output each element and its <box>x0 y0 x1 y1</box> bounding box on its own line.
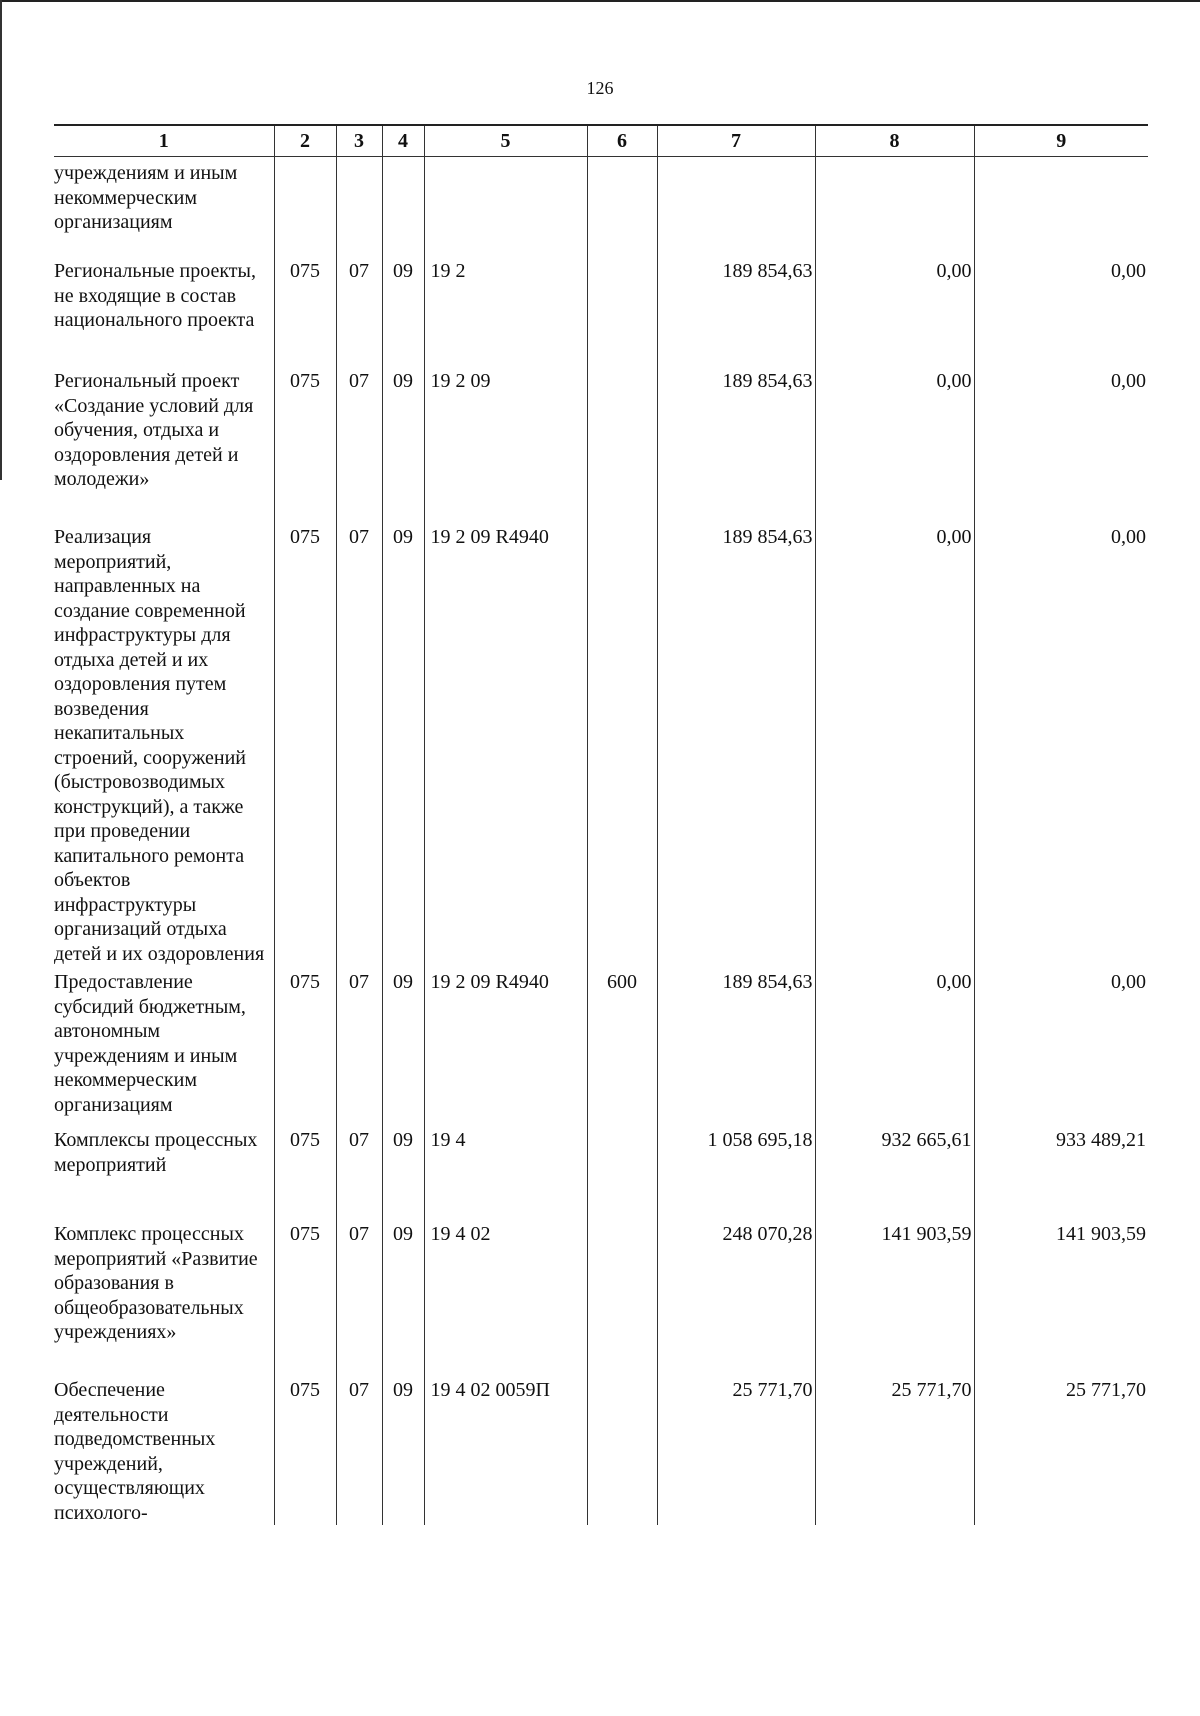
column-header-7: 7 <box>657 125 815 157</box>
amount-year-2 <box>815 157 974 256</box>
target-article-code: 19 4 02 0059П <box>424 1374 587 1525</box>
amount-year-2: 141 903,59 <box>815 1218 974 1374</box>
amount-year-1: 248 070,28 <box>657 1218 815 1374</box>
table-row <box>54 255 1148 365</box>
section-code: 07 <box>336 1218 382 1374</box>
section-code: 07 <box>336 1124 382 1218</box>
target-article-code: 19 2 09 <box>424 365 587 521</box>
expense-type-code <box>587 1218 657 1374</box>
column-header-8: 8 <box>815 125 974 157</box>
expense-type-code <box>587 1124 657 1218</box>
row-name: Предоставление субсидий бюджетным, автономным учреждениям и иным некоммерческим организациям <box>54 966 274 1124</box>
amount-year-3: 141 903,59 <box>974 1218 1148 1374</box>
column-header-4: 4 <box>382 125 424 157</box>
page-number: 126 <box>586 78 614 98</box>
row-name: Комплексы процессных мероприятий <box>54 1124 274 1218</box>
table-row <box>54 365 1148 521</box>
amount-year-1: 1 058 695,18 <box>657 1124 815 1218</box>
admin-code: 075 <box>274 521 336 966</box>
column-header-9: 9 <box>974 125 1148 157</box>
amount-year-1 <box>657 157 815 256</box>
amount-year-3: 0,00 <box>974 255 1148 365</box>
amount-year-2: 0,00 <box>815 255 974 365</box>
subsection-code: 09 <box>382 1374 424 1525</box>
target-article-code <box>424 157 587 256</box>
table-row <box>54 521 1148 966</box>
column-header-6: 6 <box>587 125 657 157</box>
expense-type-code <box>587 157 657 256</box>
amount-year-1: 189 854,63 <box>657 966 815 1124</box>
amount-year-1: 189 854,63 <box>657 255 815 365</box>
expense-type-code <box>587 1374 657 1525</box>
admin-code: 075 <box>274 1218 336 1374</box>
section-code: 07 <box>336 255 382 365</box>
amount-year-2: 0,00 <box>815 966 974 1124</box>
row-name: Обеспечение деятельности подведомственных учреждений, осуществляющих психолого- <box>54 1374 274 1525</box>
section-code: 07 <box>336 1374 382 1525</box>
row-name: Комплекс процессных мероприятий «Развитие образования в общеобразовательных учреждениях» <box>54 1218 274 1374</box>
amount-year-3: 0,00 <box>974 966 1148 1124</box>
expense-type-code <box>587 365 657 521</box>
admin-code: 075 <box>274 255 336 365</box>
column-header-1: 1 <box>54 125 274 157</box>
admin-code: 075 <box>274 365 336 521</box>
target-article-code: 19 4 <box>424 1124 587 1218</box>
top-border-line <box>0 0 1200 2</box>
expense-type-code <box>587 521 657 966</box>
row-name: учреждениям и иным некоммерческим организациям <box>54 157 274 256</box>
subsection-code: 09 <box>382 1124 424 1218</box>
expense-type-code: 600 <box>587 966 657 1124</box>
amount-year-3: 0,00 <box>974 365 1148 521</box>
table-row <box>54 1374 1148 1525</box>
left-border-line <box>0 0 2 480</box>
amount-year-3: 933 489,21 <box>974 1124 1148 1218</box>
target-article-code: 19 4 02 <box>424 1218 587 1374</box>
admin-code <box>274 157 336 256</box>
subsection-code: 09 <box>382 521 424 966</box>
subsection-code: 09 <box>382 365 424 521</box>
amount-year-1: 189 854,63 <box>657 365 815 521</box>
amount-year-2: 932 665,61 <box>815 1124 974 1218</box>
column-header-5: 5 <box>424 125 587 157</box>
section-code: 07 <box>336 521 382 966</box>
amount-year-2: 25 771,70 <box>815 1374 974 1525</box>
row-name: Региональные проекты, не входящие в состав национального проекта <box>54 255 274 365</box>
admin-code: 075 <box>274 966 336 1124</box>
amount-year-2: 0,00 <box>815 365 974 521</box>
target-article-code: 19 2 09 R4940 <box>424 521 587 966</box>
amount-year-2: 0,00 <box>815 521 974 966</box>
subsection-code <box>382 157 424 256</box>
target-article-code: 19 2 <box>424 255 587 365</box>
section-code <box>336 157 382 256</box>
target-article-code: 19 2 09 R4940 <box>424 966 587 1124</box>
amount-year-1: 25 771,70 <box>657 1374 815 1525</box>
admin-code: 075 <box>274 1124 336 1218</box>
section-code: 07 <box>336 966 382 1124</box>
budget-table <box>54 124 1148 1525</box>
subsection-code: 09 <box>382 1218 424 1374</box>
expense-type-code <box>587 255 657 365</box>
amount-year-3: 25 771,70 <box>974 1374 1148 1525</box>
row-name: Региональный проект «Создание условий для обучения, отдыха и оздоровления детей и молодежи» <box>54 365 274 521</box>
table-row <box>54 1124 1148 1218</box>
subsection-code: 09 <box>382 255 424 365</box>
amount-year-3 <box>974 157 1148 256</box>
table-row <box>54 1218 1148 1374</box>
subsection-code: 09 <box>382 966 424 1124</box>
section-code: 07 <box>336 365 382 521</box>
header-row <box>54 125 1148 157</box>
table-row <box>54 966 1148 1124</box>
row-name: Реализация мероприятий, направленных на создание современной инфраструктуры для отдыха детей и их оздоровления путем возведения некапитальных строений, сооружений (быстровозводимых конструкций), а также при проведении капитального ремонта объектов инфраструктуры организаций отдыха детей и их оздоровления <box>54 521 274 966</box>
column-header-2: 2 <box>274 125 336 157</box>
amount-year-1: 189 854,63 <box>657 521 815 966</box>
table-row <box>54 157 1148 256</box>
amount-year-3: 0,00 <box>974 521 1148 966</box>
column-header-3: 3 <box>336 125 382 157</box>
admin-code: 075 <box>274 1374 336 1525</box>
